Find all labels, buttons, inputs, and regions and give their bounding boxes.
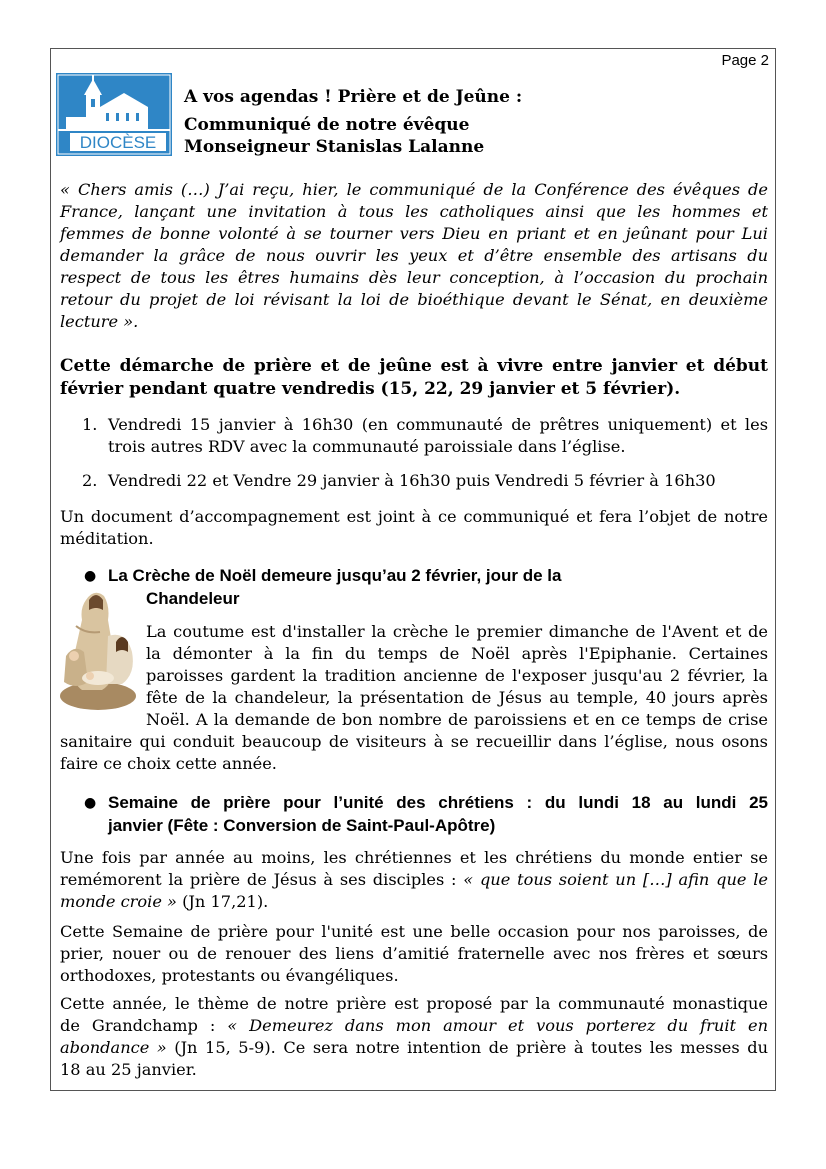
- document-paragraph: Un document d’accompagnement est joint à ce communiqué et fera l’objet de notre méditation.: [60, 507, 768, 548]
- creche-title-2: Chandeleur: [146, 589, 240, 608]
- creche-title-1: La Crèche de Noël demeure jusqu’au 2 février, jour de la: [108, 566, 562, 585]
- bishop-quote: « Chers amis (…) J’ai reçu, hier, le communiqué de la Conférence des évêques de France, lançant une invitation à tous les catholiques ainsi que les hommes et femmes de bonne volonté à se tourner vers Dieu en priant et en jeûnant pour Lui demander la grâce de nous ouvrir les yeux et d’être ensemble des artisans du respect de tous les êtres humains dès leur conception, à l’occasion du prochain retour du projet de loi révisant la loi de bioéthique devant le Sénat, en deuxième lecture ».: [60, 180, 768, 331]
- page-number: Page 2: [721, 52, 769, 69]
- creche-paragraph-full: sanitaire qui conduit beaucoup de visiteurs à se recueillir dans l’église, nous osons faire ce choix cette année.: [60, 732, 768, 773]
- header-title: A vos agendas ! Prière et de Jeûne :: [184, 87, 523, 107]
- bullet-icon: ●: [84, 795, 97, 811]
- demarche-paragraph: Cette démarche de prière et de jeûne est à vivre entre janvier et début février pendant quatre vendredis (15, 22, 29 janvier et 5 février).: [60, 356, 768, 399]
- nativity-image: [56, 586, 140, 712]
- unite-title-2: janvier (Fête : Conversion de Saint-Paul-Apôtre): [108, 816, 496, 835]
- unite-paragraph-2: Cette Semaine de prière pour l'unité est une belle occasion pour nos paroisses, de prier, nouer ou de renouer des liens d’amitié fraternelle avec nos frères et sœurs orthodoxes, protestants ou évangéliques.: [60, 922, 768, 985]
- logo-text: DIOCÈSE: [79, 133, 157, 152]
- creche-paragraph-side: La coutume est d'installer la crèche le premier dimanche de l'Avent et de la démonter à la fin du temps de Noël après l'Epiphanie. Certaines paroisses gardent la tradition ancienne de l'exposer jusqu'au 2 février, la fête de la chandeleur, la présentation de Jésus au temple, 40 jours après Noël. A la demande de bon nombre de paroissiens et en ce temps de crise: [146, 622, 768, 729]
- unite-paragraph-1: Une fois par année au moins, les chrétiennes et les chrétiens du monde entier se remémorent la prière de Jésus à ses disciples : « que tous soient un […] afin que le monde croie » (Jn 17,21).: [60, 848, 768, 911]
- bullet-icon: ●: [84, 568, 97, 584]
- header-subtitle-2: Monseigneur Stanislas Lalanne: [184, 137, 485, 157]
- header-subtitle-1: Communiqué de notre évêque: [184, 115, 470, 135]
- diocese-logo: [56, 73, 172, 156]
- unite-title-1: Semaine de prière pour l’unité des chrétiens : du lundi 18 au lundi 25: [108, 793, 768, 812]
- unite-paragraph-3: Cette année, le thème de notre prière est proposé par la communauté monastique de Grandchamp : « Demeurez dans mon amour et vous porterez du fruit en abondance » (Jn 15, 5-9). Ce sera notre intention de prière à toutes les messes du 18 au 25 janvier.: [60, 994, 769, 1079]
